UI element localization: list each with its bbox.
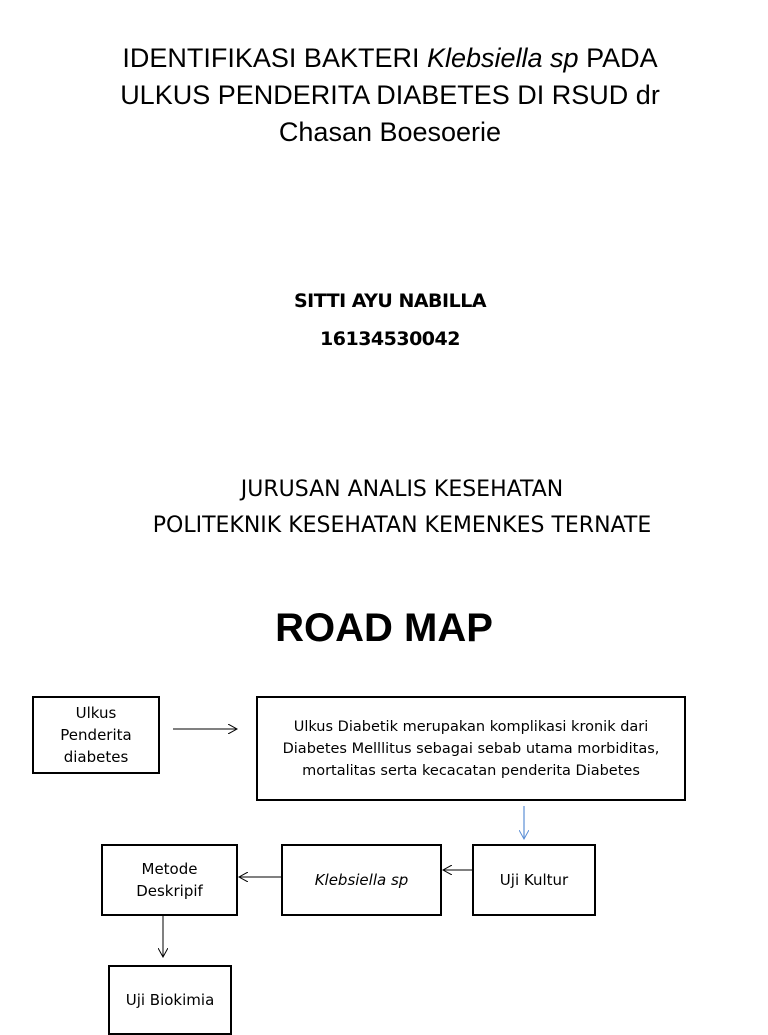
- title-line-3: Chasan Boesoerie: [278, 117, 502, 147]
- title-line-1: [40, 40, 740, 77]
- node-ulkus-penderita-diabetes: [32, 696, 160, 774]
- node-klebsiella-label: Klebsiella sp: [314, 871, 409, 889]
- node-uji-kultur: [472, 844, 596, 916]
- title-line-2: ULKUS PENDERITA DIABETES DI RSUD dr: [120, 80, 660, 110]
- author-name: SITTI AYU NABILLA: [293, 290, 487, 312]
- node-description: [256, 696, 686, 801]
- node-uji-kultur-label: Uji Kultur: [499, 871, 569, 889]
- node-klebsiella: [281, 844, 442, 916]
- roadmap-heading: ROAD MAP: [275, 606, 493, 650]
- node-uji-biokimia: [108, 965, 232, 1035]
- title-species-italic: Klebsiella sp: [426, 43, 579, 73]
- node-uji-biokimia-label: Uji Biokimia: [125, 991, 215, 1009]
- title-text-part1: IDENTIFIKASI BAKTERI: [122, 43, 427, 73]
- node-description-label: Ulkus Diabetik merupakan komplikasi kronik dari Diabetes Melllitus sebagai sebab utama morbiditas, mortalitas serta kecacatan penderita Diabetes: [282, 718, 660, 779]
- department-line-2: POLITEKNIK KESEHATAN KEMENKES TERNATE: [152, 513, 652, 538]
- document-title: [40, 40, 740, 151]
- node-metode-deskripif: [101, 844, 238, 916]
- department-line-1: JURUSAN ANALIS KESEHATAN: [240, 477, 564, 502]
- node-metode-label: Metode Deskripif: [136, 860, 203, 900]
- author-nim: 16134530042: [320, 328, 460, 350]
- department-block: [0, 472, 768, 544]
- title-text-part2: PADA: [578, 43, 658, 73]
- node-ulkus-label: Ulkus Penderita diabetes: [60, 704, 132, 766]
